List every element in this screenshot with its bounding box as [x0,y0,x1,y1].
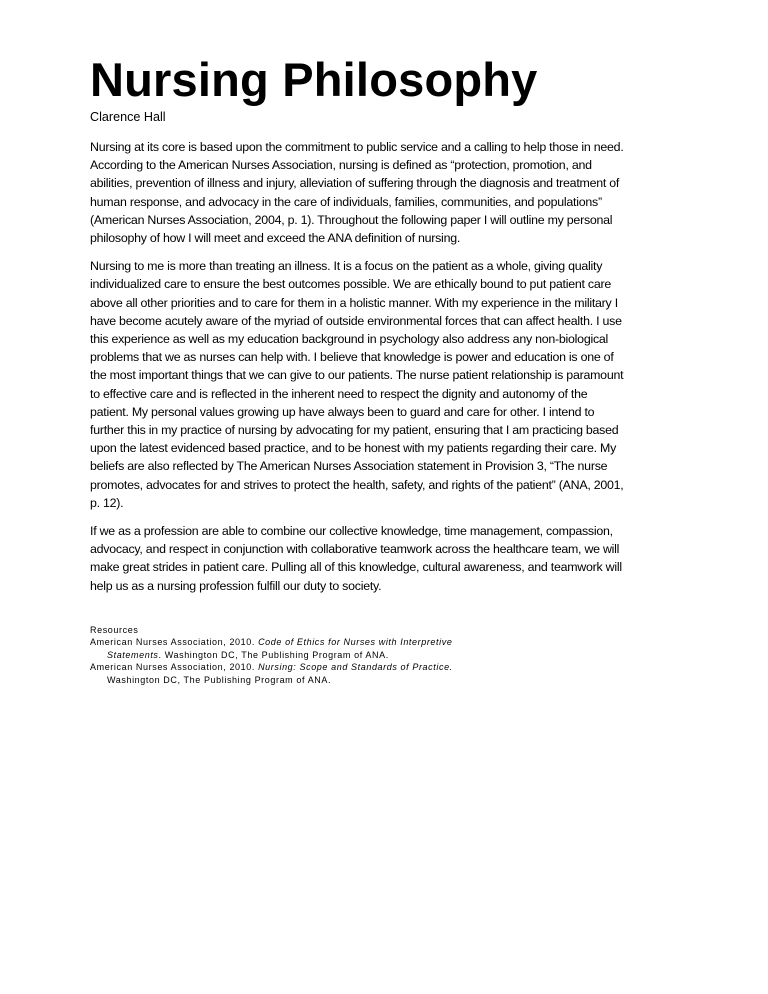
text-line: patient. My personal values growing up have always been to guard and care for other. I intend to [90,404,595,419]
reference-2-title: Nursing: Scope and Standards of Practice. [258,662,453,673]
text-line: to effective care and is reflected in the inherent need to respect the dignity and autonomy of the [90,386,588,401]
essay-body [90,138,682,605]
text-line: Nursing to me is more than treating an illness. It is a focus on the patient as a whole, giving quality [90,259,603,274]
page-title: Nursing Philosophy [90,53,538,106]
author-name: Clarence Hall [90,110,166,124]
text-line: problems that we as nurses can help with. I believe that knowledge is power and education is one of [90,350,614,365]
text-line: this experience as well as my education background in psychology also address any non-biological [90,332,609,347]
reference-1-publisher: . Washington DC, The Publishing Program of ANA. [158,649,389,660]
text-line: have become acutely aware of the myriad of outside environmental forces that can affect health. I use [90,313,622,328]
text-line: help us as a nursing profession fulfill our duty to society. [90,578,382,593]
text-line: above all other priorities and to care for them in a holistic manner. With my experience in the military I [90,295,618,310]
text-line: p. 12). [90,495,124,510]
text-line: philosophy of how I will meet and exceed the ANA definition of nursing. [90,231,461,246]
reference-1-title-cont: Statements [107,649,159,660]
reference-1-title: Code of Ethics for Nurses with Interpretive [258,637,453,648]
text-line: beliefs are also reflected by The American Nurses Association statement in Provision 3, “The nurse [90,459,608,474]
text-line: abilities, prevention of illness and injury, alleviation of suffering through the diagnosis and treatment of [90,176,620,191]
text-line: promotes, advocates for and strives to protect the health, safety, and rights of the patient” (ANA, 2001, [90,477,624,492]
text-line: advocacy, and respect in conjunction with collaborative teamwork across the healthcare team, we will [90,542,620,557]
text-line: (American Nurses Association, 2004, p. 1). Throughout the following paper I will outline my personal [90,212,613,227]
text-line: human response, and advocacy in the care of individuals, families, communities, and populations” [90,194,602,209]
reference-2-line-2 [90,674,453,686]
reference-1-lead: American Nurses Association, 2010. [90,637,259,648]
reference-1-line-2 [90,649,453,661]
resources-heading: Resources [90,625,139,635]
resources-section [90,624,453,686]
paragraph-3 [90,522,682,595]
text-line: the most important things that we can give to our patients. The nurse patient relationship is paramount [90,368,624,383]
text-line: If we as a profession are able to combine our collective knowledge, time management, compassion, [90,524,613,539]
reference-1-line-1 [90,636,453,648]
reference-2-lead: American Nurses Association, 2010. [90,662,259,673]
text-line: further this in my practice of nursing by advocating for my patient, ensuring that I am practicing based [90,423,619,438]
paragraph-1 [90,138,682,247]
reference-2-line-1 [90,661,453,673]
reference-2-publisher: Washington DC, The Publishing Program of ANA. [107,674,332,685]
text-line: According to the American Nurses Association, nursing is defined as “protection, promotion, and [90,158,592,173]
text-line: upon the latest evidenced based practice, and to be honest with my patients regarding their care. My [90,441,617,456]
text-line: individualized care to ensure the best outcomes possible. We are ethically bound to put patient care [90,277,611,292]
paragraph-2 [90,257,682,512]
text-line: make great strides in patient care. Pulling all of this knowledge, cultural awareness, and teamwork will [90,560,622,575]
text-line: Nursing at its core is based upon the commitment to public service and a calling to help those in need. [90,140,624,154]
